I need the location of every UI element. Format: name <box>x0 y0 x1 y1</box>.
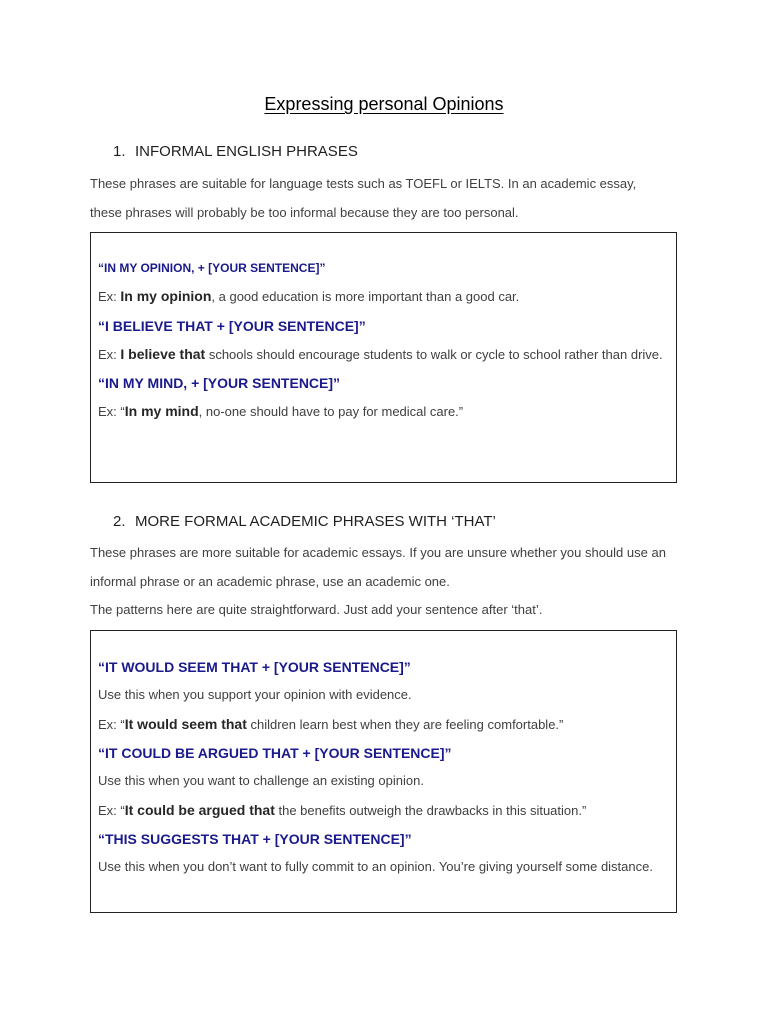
section1-heading-text: INFORMAL ENGLISH PHRASES <box>135 143 358 160</box>
usage-it-would-seem-that: Use this when you support your opinion with evidence. <box>98 687 412 702</box>
section1-number: 1. <box>113 143 126 160</box>
phrase-this-suggests-that: “THIS SUGGESTS THAT + [YOUR SENTENCE]” <box>98 831 412 847</box>
phrase-i-believe-that: “I BELIEVE THAT + [YOUR SENTENCE]” <box>98 317 366 334</box>
section2-heading <box>113 513 496 530</box>
section2-intro-2: The patterns here are quite straightforward. Just add your sentence after ‘that’. <box>90 602 543 617</box>
section2-phrase-box <box>90 630 677 913</box>
phrase-it-would-seem-that: “IT WOULD SEEM THAT + [YOUR SENTENCE]” <box>98 659 411 675</box>
usage-it-could-be-argued-that: Use this when you want to challenge an existing opinion. <box>98 773 424 788</box>
page-title: Expressing personal Opinions <box>264 94 504 114</box>
section1-phrase-box <box>90 232 677 483</box>
example-i-believe-that: Ex: I believe that schools should encourage students to walk or cycle to school rather than drive. <box>98 345 663 362</box>
example-in-my-mind: Ex: “In my mind, no-one should have to pay for medical care.” <box>98 403 464 419</box>
example-it-could-be-argued-that: Ex: “It could be argued that the benefits outweigh the drawbacks in this situation.” <box>98 801 587 818</box>
phrase-in-my-opinion: “IN MY OPINION, + [YOUR SENTENCE]” <box>98 261 326 275</box>
section1-intro: These phrases are suitable for language tests such as TOEFL or IELTS. In an academic essay, these phrases will probably be too informal because they are too personal. <box>90 176 637 220</box>
section2-number: 2. <box>113 513 126 530</box>
example-it-would-seem-that: Ex: “It would seem that children learn best when they are feeling comfortable.” <box>98 715 564 732</box>
section2-intro: These phrases are more suitable for academic essays. If you are unsure whether you should use an informal phrase or an academic phrase, use an academic one. <box>90 545 666 589</box>
usage-this-suggests-that: Use this when you don’t want to fully commit to an opinion. You’re giving yourself some distance. <box>98 859 653 874</box>
phrase-it-could-be-argued-that: “IT COULD BE ARGUED THAT + [YOUR SENTENCE]” <box>98 745 452 761</box>
section2-heading-text: MORE FORMAL ACADEMIC PHRASES WITH ‘THAT’ <box>135 513 496 530</box>
phrase-in-my-mind: “IN MY MIND, + [YOUR SENTENCE]” <box>98 375 341 391</box>
example-in-my-opinion: Ex: In my opinion, a good education is more important than a good car. <box>98 288 520 304</box>
section1-heading <box>113 143 358 160</box>
